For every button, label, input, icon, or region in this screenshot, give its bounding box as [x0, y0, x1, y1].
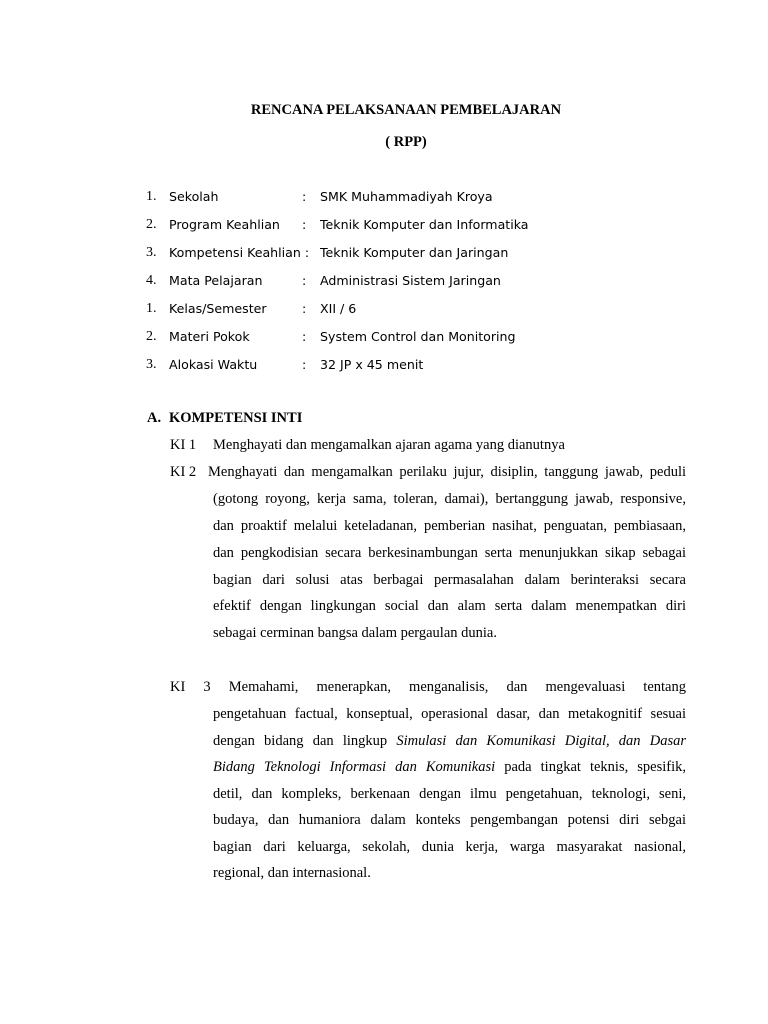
document-subtitle: ( RPP) [385, 134, 427, 150]
ki2-line: (gotong royong, kerja sama, toleran, damai), bertanggung jawab, responsive, [213, 491, 686, 507]
ki3-text: dengan bidang dan lingkup [213, 733, 397, 749]
ki1-text: Menghayati dan mengamalkan ajaran agama yang dianutnya [213, 437, 565, 453]
info-colon: : [302, 217, 307, 232]
ki3-line: pengetahuan factual, konseptual, operasional dasar, dan metakognitif sesuai [213, 706, 686, 722]
info-label: Materi Pokok [169, 329, 250, 344]
ki3-code: KI 3 [170, 679, 211, 695]
info-label: Sekolah [169, 189, 219, 204]
ki3-line: bagian dari keluarga, sekolah, dunia kerja, warga masyarakat nasional, [213, 839, 686, 855]
info-value: Teknik Komputer dan Jaringan [320, 245, 509, 260]
info-label: Alokasi Waktu [169, 357, 258, 372]
info-number: 1. [146, 301, 157, 316]
info-value: XII / 6 [320, 301, 357, 316]
ki3-text: pada tingkat teknis, spesifik, [495, 759, 686, 775]
ki2-line: bagian dari solusi atas berbagai permasalahan dalam berinteraksi secara [213, 572, 686, 588]
info-label: Program Keahlian [169, 217, 280, 232]
ki2-line: dan proaktif melalui keteladanan, pemberian nasihat, penguatan, pembiasaan, [213, 518, 686, 534]
info-label: Kompetensi Keahlian : [169, 245, 310, 260]
info-number: 3. [146, 245, 157, 260]
ki3-line: budaya, dan humaniora dalam konteks pengembangan potensi diri sebgai [213, 812, 686, 828]
info-colon: : [302, 329, 307, 344]
ki1-code: KI 1 [170, 437, 197, 453]
ki3-line: detil, dan kompleks, berkenaan dengan ilmu pengetahuan, teknologi, seni, [213, 786, 686, 802]
ki3-line [213, 733, 686, 750]
ki3-first-line [170, 679, 686, 696]
info-value: 32 JP x 45 menit [320, 357, 424, 372]
info-value: Teknik Komputer dan Informatika [320, 217, 529, 232]
ki3-line: Memahami, menerapkan, menganalisis, dan mengevaluasi tentang [228, 679, 686, 695]
section-title: KOMPETENSI INTI [169, 410, 303, 426]
ki2-line: dan pengkodisian secara berkesinambungan serta menunjukkan sikap sebagai [213, 545, 686, 561]
info-number: 2. [146, 329, 157, 344]
ki3-italic-text: Simulasi dan Komunikasi Digital, dan Dasar [396, 733, 686, 749]
ki3-line [213, 759, 686, 776]
info-number: 2. [146, 217, 157, 232]
ki2-line: efektif dengan lingkungan social dan alam serta dalam menempatkan diri [213, 598, 686, 614]
info-colon: : [302, 301, 307, 316]
section-letter: A. [147, 410, 162, 426]
info-colon: : [302, 189, 307, 204]
info-value: Administrasi Sistem Jaringan [320, 273, 501, 288]
info-label: Mata Pelajaran [169, 273, 263, 288]
ki3-line: regional, dan internasional. [213, 865, 371, 881]
ki2-code: KI 2 [170, 464, 197, 480]
info-number: 3. [146, 357, 157, 372]
info-value: SMK Muhammadiyah Kroya [320, 189, 493, 204]
info-colon: : [302, 273, 307, 288]
info-label: Kelas/Semester [169, 301, 267, 316]
ki3-italic-text: Bidang Teknologi Informasi dan Komunikasi [213, 759, 496, 775]
document-title: RENCANA PELAKSANAAN PEMBELAJARAN [250, 102, 562, 118]
info-colon: : [302, 357, 307, 372]
info-number: 1. [146, 189, 157, 204]
ki2-line: sebagai cerminan bangsa dalam pergaulan dunia. [213, 625, 497, 641]
ki2-line: Menghayati dan mengamalkan perilaku jujur, disiplin, tanggung jawab, peduli [208, 464, 686, 480]
info-number: 4. [146, 273, 157, 288]
info-value: System Control dan Monitoring [320, 329, 516, 344]
